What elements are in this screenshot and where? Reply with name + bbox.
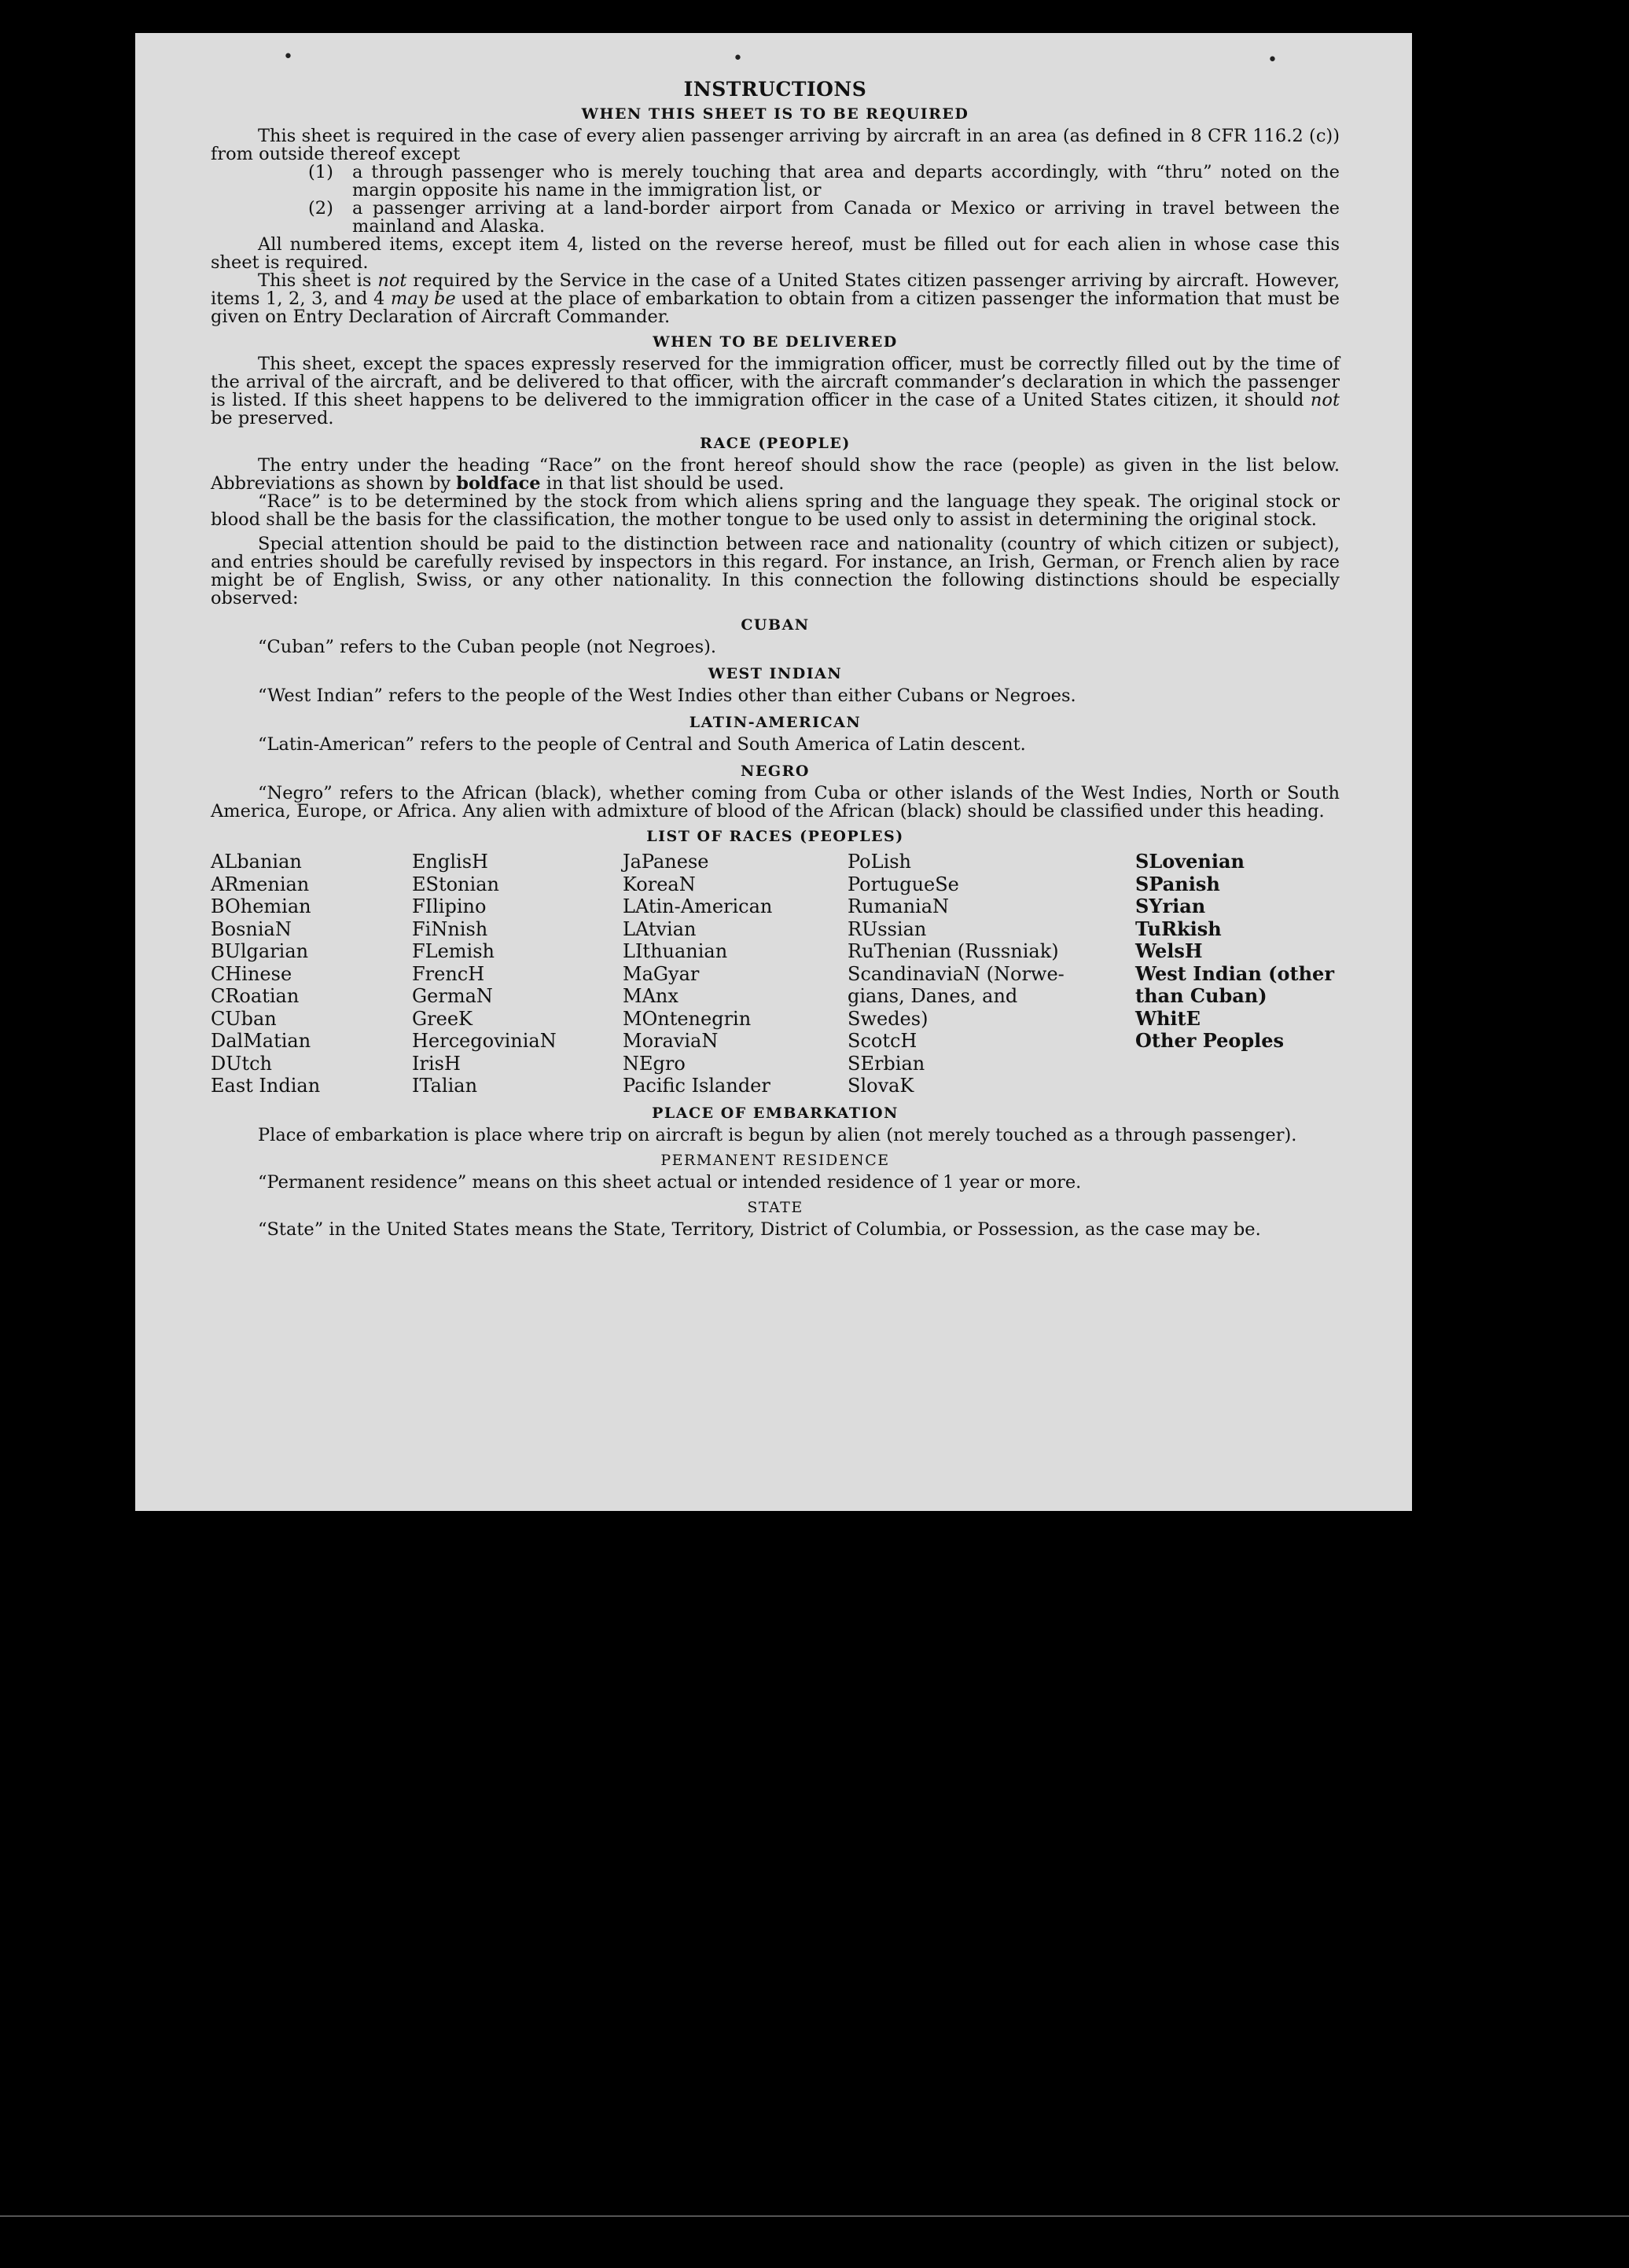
races-column bbox=[623, 851, 848, 1097]
race-entry: ITalian bbox=[412, 1075, 478, 1097]
section-heading-when-delivered: WHEN TO BE DELIVERED bbox=[653, 333, 898, 351]
race-entry: HercegovinіaN bbox=[412, 1030, 557, 1052]
section-heading-when-required: WHEN THIS SHEET IS TO BE REQUIRED bbox=[581, 105, 969, 123]
race-entry: PoLish bbox=[848, 851, 912, 873]
race-entry: SPanish bbox=[1135, 872, 1220, 895]
race-entry: MAnx bbox=[623, 985, 678, 1007]
race-entry: WelsH bbox=[1135, 939, 1203, 962]
race-entry: Other Peoples bbox=[1135, 1029, 1285, 1052]
item-number: (2) bbox=[308, 198, 333, 219]
race-entry: RumaniaN bbox=[848, 895, 950, 917]
race-entry: LAtin-American bbox=[623, 895, 773, 917]
race-entry: RUssian bbox=[848, 917, 927, 940]
race-entry: DUtch bbox=[211, 1052, 273, 1075]
race-entry: RuThenian (Russniak) bbox=[848, 940, 1059, 962]
section-heading-west-indian: WEST INDIAN bbox=[708, 665, 843, 682]
document-page bbox=[135, 33, 1412, 1511]
race-entry: CUban bbox=[211, 1007, 277, 1030]
race-entry: Pacific Islander bbox=[623, 1075, 770, 1097]
race-entry: KoreaN bbox=[623, 873, 696, 895]
race-entry: SErbian bbox=[848, 1052, 925, 1075]
race-entry: East Indian bbox=[211, 1075, 321, 1097]
race-entry: BOhemian bbox=[211, 895, 311, 917]
race-entry: SlovaK bbox=[848, 1075, 914, 1097]
race-entry: MOntenegrin bbox=[623, 1007, 752, 1030]
race-entry: than Cuban) bbox=[1135, 984, 1267, 1007]
text-run: used at the place of embarkation to obtain from a citizen passenger the information that must be given on Entry Declaration of Aircraft Commander. bbox=[211, 289, 1340, 327]
section-heading-races: LIST OF RACES (PEOPLES) bbox=[646, 828, 904, 845]
race-entry: CRoatian bbox=[211, 985, 300, 1007]
race-entry: BUlgarian bbox=[211, 940, 309, 962]
section-heading-residence: PERMANENT RESIDENCE bbox=[660, 1151, 890, 1169]
race-entry: NEgro bbox=[623, 1052, 686, 1075]
section-heading-negro: NEGRO bbox=[741, 763, 810, 780]
race-entry: JaPanese bbox=[623, 851, 709, 873]
race-entry: EnglisH bbox=[412, 851, 488, 873]
race-entry: gians, Danes, and bbox=[848, 985, 1018, 1007]
races-column bbox=[412, 851, 623, 1097]
section-heading-race: RACE (PEOPLE) bbox=[700, 435, 851, 452]
race-entry: LIthuanian bbox=[623, 940, 728, 962]
emphasis: not bbox=[377, 270, 407, 291]
race-entry: ARmenian bbox=[211, 873, 310, 895]
race-entry: FrencH bbox=[412, 962, 485, 985]
race-entry: WhitE bbox=[1135, 1006, 1201, 1030]
text-run: be preserved. bbox=[211, 408, 334, 428]
race-entry: LAtvian bbox=[623, 917, 697, 940]
item-number: (1) bbox=[308, 162, 333, 182]
paragraph: “Negro” refers to the African (black), whether coming from Cuba or other islands of the West Indies, North or South America, Europe, or Africa. Any alien with admixture of blood of the African (black) should be classified under this heading. bbox=[211, 783, 1340, 822]
race-entry: TuRkish bbox=[1135, 917, 1222, 940]
punch-mark: • bbox=[1267, 50, 1278, 70]
race-entry: IrisH bbox=[412, 1052, 461, 1075]
page-title: INSTRUCTIONS bbox=[683, 78, 867, 101]
race-entry: MoraviaN bbox=[623, 1030, 719, 1052]
race-entry: MaGyar bbox=[623, 962, 700, 985]
paragraph: “Permanent residence” means on this sheet actual or intended residence of 1 year or more. bbox=[258, 1171, 1082, 1193]
paragraph: “Latin-American” refers to the people of Central and South America of Latin descent. bbox=[258, 734, 1026, 755]
item-text: a through passenger who is merely touching that area and departs accordingly, with “thru” noted on the margin opposite his name in the immigration list, or bbox=[352, 162, 1340, 200]
paragraph: “Race” is to be determined by the stock from which aliens spring and the language they speak. The original stock or blood shall be the basis for the classification, the mother tongue to be used only to assist in determining the original stock. bbox=[211, 491, 1340, 530]
races-column bbox=[1135, 851, 1340, 1097]
paragraph: Place of embarkation is place where trip on aircraft is begun by alien (not merely touched as a through passenger). bbox=[258, 1124, 1297, 1145]
paragraph: This sheet is required in the case of every alien passenger arriving by aircraft in an area (as defined in 8 CFR 116.2 (c)) from outside thereof except bbox=[211, 126, 1340, 164]
paragraph bbox=[211, 355, 1340, 428]
scan-edge-line bbox=[0, 2215, 1629, 2217]
text-run: This sheet is bbox=[258, 270, 378, 291]
race-entry: West Indian (other bbox=[1135, 961, 1334, 985]
paragraph bbox=[211, 457, 1340, 493]
race-entry: ALbanian bbox=[211, 851, 302, 873]
paragraph: All numbered items, except item 4, listed on the reverse hereof, must be filled out for each alien in whose case this sheet is required. bbox=[211, 234, 1340, 273]
races-column bbox=[848, 851, 1135, 1097]
race-entry: FiNnish bbox=[412, 917, 488, 940]
punch-mark: • bbox=[283, 47, 293, 67]
race-entry: BosniaN bbox=[211, 917, 292, 940]
race-entry: FLemish bbox=[412, 940, 495, 962]
section-heading-embarkation: PLACE OF EMBARKATION bbox=[652, 1104, 899, 1122]
race-entry: SYrian bbox=[1135, 895, 1206, 917]
section-heading-latin-american: LATIN-AMERICAN bbox=[689, 714, 862, 731]
paragraph bbox=[211, 272, 1340, 326]
emphasis: may be bbox=[390, 289, 456, 309]
paragraph: “Cuban” refers to the Cuban people (not Negroes). bbox=[258, 637, 717, 657]
list-item bbox=[308, 200, 1340, 236]
race-entry: PortugueSe bbox=[848, 873, 959, 895]
races-column bbox=[211, 851, 412, 1097]
bold-text: boldface bbox=[456, 473, 541, 494]
race-entry: ScandinaviaN (Norwe- bbox=[848, 962, 1065, 985]
race-entry: Swedes) bbox=[848, 1007, 928, 1030]
item-text: a passenger arriving at a land-border airport from Canada or Mexico or arriving in travel between the mainland and Alaska. bbox=[352, 198, 1340, 237]
race-entry: GreeK bbox=[412, 1007, 473, 1030]
text-run: This sheet, except the spaces expressly reserved for the immigration officer, must be correctly filled out by the time of the arrival of the aircraft, and be delivered to that officer, with the aircraft commander’s declaration in which the passenger is listed. If this sheet happens to be delivered to the immigration officer in the case of a United States citizen, it should bbox=[211, 354, 1340, 410]
race-entry: FIlipino bbox=[412, 895, 487, 917]
paragraph: Special attention should be paid to the distinction between race and nationality (country of which citizen or subject), and entries should be carefully revised by inspectors in this regard. For instance, an Irish, German, or French alien by race might be of English, Swiss, or any other nationality. In this connection the following distinctions should be especially observed: bbox=[211, 534, 1340, 608]
paragraph: “West Indian” refers to the people of the West Indies other than either Cubans or Negroes. bbox=[258, 686, 1076, 706]
races-table bbox=[211, 851, 1340, 1097]
race-entry: GermaN bbox=[412, 985, 493, 1007]
paragraph: “State” in the United States means the State, Territory, District of Columbia, or Possession, as the case may be. bbox=[258, 1219, 1261, 1240]
race-entry: EStonian bbox=[412, 873, 499, 895]
race-entry: DalMatian bbox=[211, 1030, 311, 1052]
instructions-body bbox=[211, 80, 1340, 1239]
section-heading-state: STATE bbox=[747, 1198, 803, 1216]
emphasis: not bbox=[1310, 390, 1340, 410]
list-item bbox=[308, 164, 1340, 200]
race-entry: CHinese bbox=[211, 962, 292, 985]
race-entry: SLovenian bbox=[1135, 850, 1245, 873]
section-heading-cuban: CUBAN bbox=[741, 616, 810, 634]
race-entry: ScotcH bbox=[848, 1030, 917, 1052]
punch-mark: • bbox=[733, 49, 743, 68]
text-run: The entry under the heading “Race” on the front hereof should show the race (people) as given in the list below. Abbreviations as shown by bbox=[211, 455, 1340, 494]
text-run: required by the Service in the case of a United States citizen passenger arriving by aircraft. However, items 1, 2, 3, and 4 bbox=[211, 270, 1340, 309]
text-run: in that list should be used. bbox=[540, 473, 785, 494]
